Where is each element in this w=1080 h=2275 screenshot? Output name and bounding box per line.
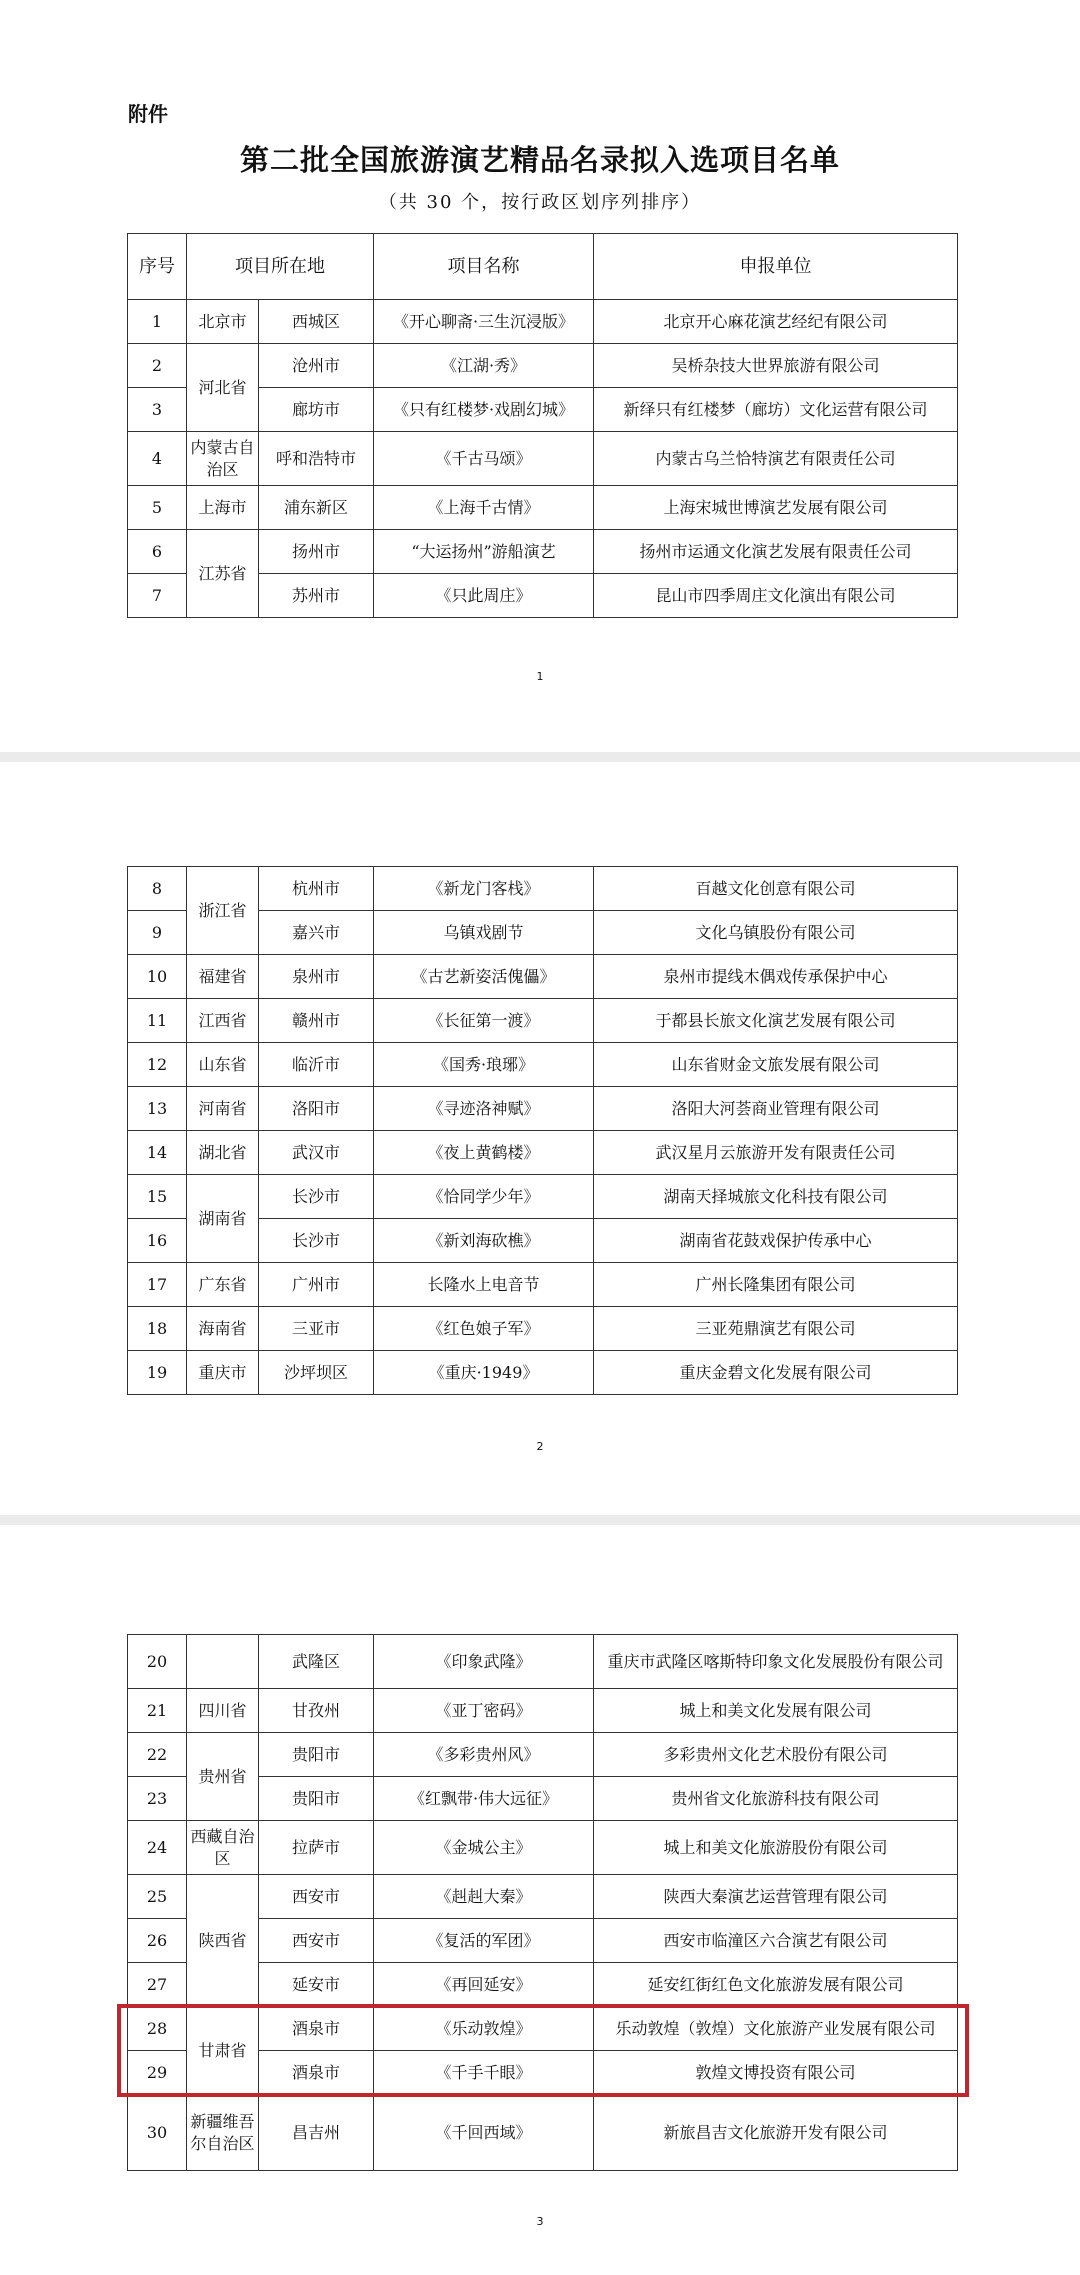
row-project-name: 《新刘海砍樵》 xyxy=(374,1219,594,1263)
row-unit: 贵州省文化旅游科技有限公司 xyxy=(594,1777,958,1821)
row-province: 湖南省 xyxy=(187,1175,259,1263)
row-project-name: 《印象武隆》 xyxy=(374,1635,594,1689)
row-unit: 城上和美文化旅游股份有限公司 xyxy=(594,1821,958,1875)
table-row xyxy=(128,344,958,388)
row-unit: 文化乌镇股份有限公司 xyxy=(594,911,958,955)
row-city: 嘉兴市 xyxy=(259,911,374,955)
table-row xyxy=(128,1307,958,1351)
row-project-name: 《古艺新姿活傀儡》 xyxy=(374,955,594,999)
row-index: 1 xyxy=(128,300,187,344)
table-row xyxy=(128,955,958,999)
table-row xyxy=(128,300,958,344)
row-unit: 昆山市四季周庄文化演出有限公司 xyxy=(594,574,958,618)
row-index: 5 xyxy=(128,486,187,530)
row-city: 沙坪坝区 xyxy=(259,1351,374,1395)
row-province: 重庆市 xyxy=(187,1351,259,1395)
table-row xyxy=(128,1351,958,1395)
page-number: 1 xyxy=(536,670,544,683)
row-index: 19 xyxy=(128,1351,187,1395)
table-row xyxy=(128,1635,958,1689)
row-province: 内蒙古自治区 xyxy=(187,432,259,486)
table-row xyxy=(128,1043,958,1087)
row-project-name: 《长征第一渡》 xyxy=(374,999,594,1043)
row-province: 海南省 xyxy=(187,1307,259,1351)
row-project-name: 《红飘带·伟大远征》 xyxy=(374,1777,594,1821)
row-city: 长沙市 xyxy=(259,1175,374,1219)
row-unit: 西安市临潼区六合演艺有限公司 xyxy=(594,1919,958,1963)
highlight-box xyxy=(117,2004,969,2097)
row-province: 西藏自治区 xyxy=(187,1821,259,1875)
row-city: 贵阳市 xyxy=(259,1777,374,1821)
row-city: 沧州市 xyxy=(259,344,374,388)
row-province: 福建省 xyxy=(187,955,259,999)
table-row xyxy=(128,432,958,486)
row-province: 新疆维吾尔自治区 xyxy=(187,2095,259,2171)
row-project-name: 《夜上黄鹤楼》 xyxy=(374,1131,594,1175)
row-project-name: 《再回延安》 xyxy=(374,1963,594,2007)
row-city: 临沂市 xyxy=(259,1043,374,1087)
row-city: 贵阳市 xyxy=(259,1733,374,1777)
header-index: 序号 xyxy=(128,234,187,300)
row-province xyxy=(187,1635,259,1689)
row-city: 甘孜州 xyxy=(259,1689,374,1733)
row-city: 拉萨市 xyxy=(259,1821,374,1875)
row-index: 10 xyxy=(128,955,187,999)
row-unit: 新旅昌吉文化旅游开发有限公司 xyxy=(594,2095,958,2171)
row-index: 26 xyxy=(128,1919,187,1963)
table-row xyxy=(128,999,958,1043)
table-row xyxy=(128,1689,958,1733)
row-index: 11 xyxy=(128,999,187,1043)
row-index: 13 xyxy=(128,1087,187,1131)
table-header-row xyxy=(128,234,958,300)
row-unit: 重庆金碧文化发展有限公司 xyxy=(594,1351,958,1395)
row-project-name: 《新龙门客栈》 xyxy=(374,867,594,911)
row-unit: 内蒙古乌兰恰特演艺有限责任公司 xyxy=(594,432,958,486)
table-row xyxy=(128,486,958,530)
row-index: 14 xyxy=(128,1131,187,1175)
row-index: 22 xyxy=(128,1733,187,1777)
table-row xyxy=(128,1263,958,1307)
row-index: 27 xyxy=(128,1963,187,2007)
row-index: 29 xyxy=(128,2051,187,2095)
table-row xyxy=(128,1733,958,1777)
document-subtitle: （共 30 个，按行政区划序列排序） xyxy=(378,192,702,213)
row-city: 酒泉市 xyxy=(259,2007,374,2051)
row-index: 3 xyxy=(128,388,187,432)
row-unit: 多彩贵州文化艺术股份有限公司 xyxy=(594,1733,958,1777)
row-project-name: 《江湖·秀》 xyxy=(374,344,594,388)
row-index: 30 xyxy=(128,2095,187,2171)
row-province: 浙江省 xyxy=(187,867,259,955)
table-row xyxy=(128,530,958,574)
row-city: 长沙市 xyxy=(259,1219,374,1263)
row-project-name: 《红色娘子军》 xyxy=(374,1307,594,1351)
row-project-name: 《赳赳大秦》 xyxy=(374,1875,594,1919)
row-index: 8 xyxy=(128,867,187,911)
row-index: 20 xyxy=(128,1635,187,1689)
table-row xyxy=(128,867,958,911)
row-index: 28 xyxy=(128,2007,187,2051)
table-row xyxy=(128,1175,958,1219)
row-index: 23 xyxy=(128,1777,187,1821)
row-project-name: 《千手千眼》 xyxy=(374,2051,594,2095)
row-project-name: 《国秀·琅琊》 xyxy=(374,1043,594,1087)
row-province: 山东省 xyxy=(187,1043,259,1087)
row-unit: 城上和美文化发展有限公司 xyxy=(594,1689,958,1733)
row-unit: 重庆市武隆区喀斯特印象文化发展股份有限公司 xyxy=(594,1635,958,1689)
row-unit: 百越文化创意有限公司 xyxy=(594,867,958,911)
row-index: 12 xyxy=(128,1043,187,1087)
row-unit: 泉州市提线木偶戏传承保护中心 xyxy=(594,955,958,999)
row-province: 江西省 xyxy=(187,999,259,1043)
row-unit: 吴桥杂技大世界旅游有限公司 xyxy=(594,344,958,388)
row-city: 苏州市 xyxy=(259,574,374,618)
row-city: 武汉市 xyxy=(259,1131,374,1175)
row-unit: 湖南天择城旅文化科技有限公司 xyxy=(594,1175,958,1219)
row-city: 酒泉市 xyxy=(259,2051,374,2095)
row-city: 洛阳市 xyxy=(259,1087,374,1131)
row-project-name: 《开心聊斋·三生沉浸版》 xyxy=(374,300,594,344)
row-index: 2 xyxy=(128,344,187,388)
row-project-name: 《金城公主》 xyxy=(374,1821,594,1875)
row-province: 河南省 xyxy=(187,1087,259,1131)
row-project-name: 乌镇戏剧节 xyxy=(374,911,594,955)
row-city: 廊坊市 xyxy=(259,388,374,432)
header-unit: 申报单位 xyxy=(594,234,958,300)
row-city: 杭州市 xyxy=(259,867,374,911)
row-city: 广州市 xyxy=(259,1263,374,1307)
row-city: 昌吉州 xyxy=(259,2095,374,2171)
row-province: 河北省 xyxy=(187,344,259,432)
row-project-name: 《只有红楼梦·戏剧幻城》 xyxy=(374,388,594,432)
row-city: 三亚市 xyxy=(259,1307,374,1351)
table-row xyxy=(128,1875,958,1919)
row-province: 四川省 xyxy=(187,1689,259,1733)
project-table-part-2 xyxy=(127,866,958,1395)
row-unit: 延安红街红色文化旅游发展有限公司 xyxy=(594,1963,958,2007)
page-1 xyxy=(0,0,1080,752)
project-table-part-1 xyxy=(127,233,958,618)
row-index: 21 xyxy=(128,1689,187,1733)
row-city: 武隆区 xyxy=(259,1635,374,1689)
row-project-name: 《乐动敦煌》 xyxy=(374,2007,594,2051)
row-city: 西安市 xyxy=(259,1919,374,1963)
table-row xyxy=(128,2095,958,2171)
row-city: 延安市 xyxy=(259,1963,374,2007)
row-index: 18 xyxy=(128,1307,187,1351)
row-unit: 上海宋城世博演艺发展有限公司 xyxy=(594,486,958,530)
row-project-name: 《恰同学少年》 xyxy=(374,1175,594,1219)
row-unit: 新绎只有红楼梦（廊坊）文化运营有限公司 xyxy=(594,388,958,432)
row-city: 扬州市 xyxy=(259,530,374,574)
row-project-name: 《寻迹洛神赋》 xyxy=(374,1087,594,1131)
row-project-name: 《复活的军团》 xyxy=(374,1919,594,1963)
row-project-name: 《亚丁密码》 xyxy=(374,1689,594,1733)
row-province: 贵州省 xyxy=(187,1733,259,1821)
row-province: 甘肃省 xyxy=(187,2007,259,2095)
row-unit: 乐动敦煌（敦煌）文化旅游产业发展有限公司 xyxy=(594,2007,958,2051)
row-index: 16 xyxy=(128,1219,187,1263)
row-index: 4 xyxy=(128,432,187,486)
row-index: 6 xyxy=(128,530,187,574)
row-unit: 于都县长旅文化演艺发展有限公司 xyxy=(594,999,958,1043)
row-province: 上海市 xyxy=(187,486,259,530)
row-province: 北京市 xyxy=(187,300,259,344)
attachment-label: 附件 xyxy=(128,102,168,126)
row-unit: 洛阳大河荟商业管理有限公司 xyxy=(594,1087,958,1131)
row-city: 西安市 xyxy=(259,1875,374,1919)
row-province: 陕西省 xyxy=(187,1875,259,2007)
row-unit: 扬州市运通文化演艺发展有限责任公司 xyxy=(594,530,958,574)
row-index: 25 xyxy=(128,1875,187,1919)
row-project-name: 《千回西域》 xyxy=(374,2095,594,2171)
header-name: 项目名称 xyxy=(374,234,594,300)
row-project-name: “大运扬州”游船演艺 xyxy=(374,530,594,574)
row-index: 9 xyxy=(128,911,187,955)
header-location: 项目所在地 xyxy=(187,234,374,300)
row-index: 17 xyxy=(128,1263,187,1307)
page-number: 3 xyxy=(536,2215,544,2228)
table-row xyxy=(128,1131,958,1175)
row-project-name: 《重庆·1949》 xyxy=(374,1351,594,1395)
row-project-name: 《只此周庄》 xyxy=(374,574,594,618)
table-row xyxy=(128,1087,958,1131)
document-title: 第二批全国旅游演艺精品名录拟入选项目名单 xyxy=(239,143,840,177)
row-index: 15 xyxy=(128,1175,187,1219)
row-city: 西城区 xyxy=(259,300,374,344)
row-project-name: 长隆水上电音节 xyxy=(374,1263,594,1307)
row-index: 24 xyxy=(128,1821,187,1875)
table-row xyxy=(128,1821,958,1875)
row-unit: 武汉星月云旅游开发有限责任公司 xyxy=(594,1131,958,1175)
row-project-name: 《千古马颂》 xyxy=(374,432,594,486)
row-unit: 北京开心麻花演艺经纪有限公司 xyxy=(594,300,958,344)
row-province: 江苏省 xyxy=(187,530,259,618)
page-number: 2 xyxy=(536,1440,544,1453)
row-index: 7 xyxy=(128,574,187,618)
row-unit: 陕西大秦演艺运营管理有限公司 xyxy=(594,1875,958,1919)
row-city: 浦东新区 xyxy=(259,486,374,530)
row-city: 赣州市 xyxy=(259,999,374,1043)
row-city: 呼和浩特市 xyxy=(259,432,374,486)
row-unit: 山东省财金文旅发展有限公司 xyxy=(594,1043,958,1087)
row-province: 湖北省 xyxy=(187,1131,259,1175)
row-province: 广东省 xyxy=(187,1263,259,1307)
row-project-name: 《多彩贵州风》 xyxy=(374,1733,594,1777)
row-unit: 湖南省花鼓戏保护传承中心 xyxy=(594,1219,958,1263)
row-unit: 广州长隆集团有限公司 xyxy=(594,1263,958,1307)
row-project-name: 《上海千古情》 xyxy=(374,486,594,530)
row-city: 泉州市 xyxy=(259,955,374,999)
row-unit: 三亚苑鼎演艺有限公司 xyxy=(594,1307,958,1351)
row-unit: 敦煌文博投资有限公司 xyxy=(594,2051,958,2095)
